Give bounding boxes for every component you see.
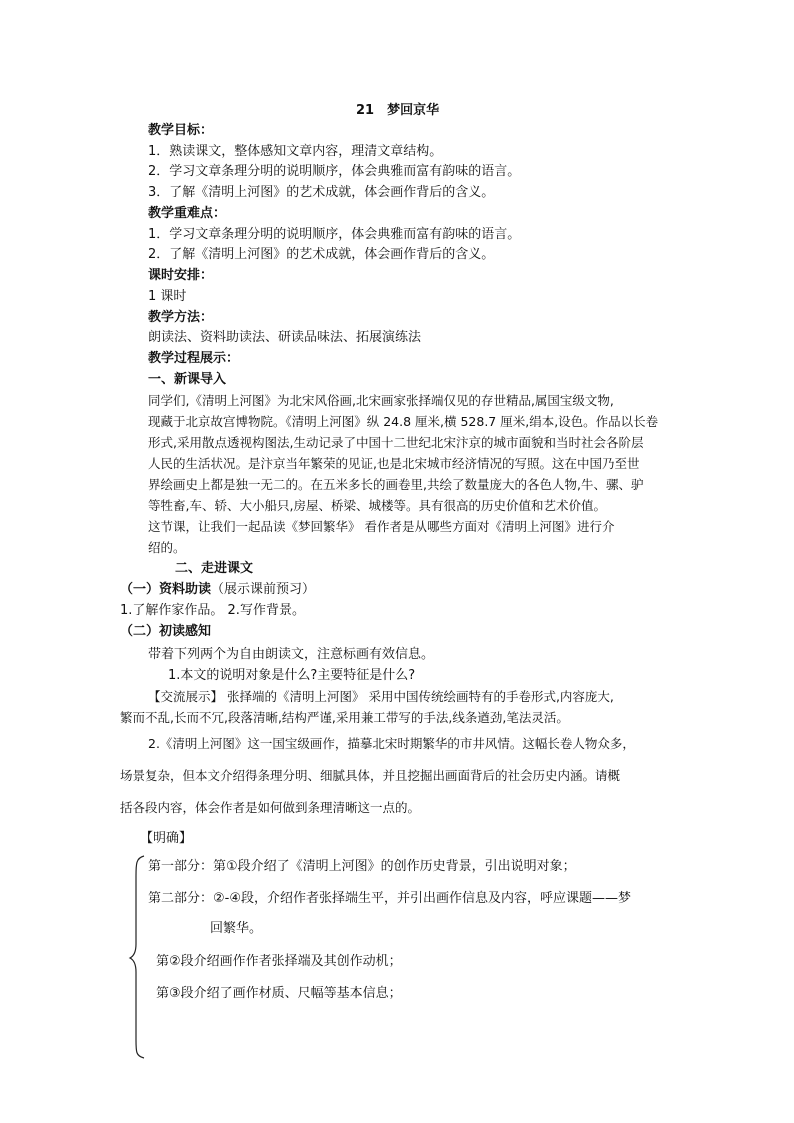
goal-item: 2．学习文章条理分明的说明顺序，体会典雅而富有韵味的语言。 [148,164,521,179]
intro-paragraph-line: 同学们,《清明上河图》为北宋风俗画,北宋画家张择端仅见的存世精品,属国宝级文物, [148,393,614,408]
answer-line: 【交流展示】 张择端的《清明上河图》 采用中国传统绘画特有的手卷形式,内容庞大, [148,689,614,704]
sub1-heading: （一）资料助读 [120,582,212,597]
clarify-part2: 第二部分：②-④段，介绍作者张择端生平，并引出画作信息及内容，呼应课题——梦 [148,891,631,906]
intro-heading: 一、新课导入 [148,372,227,387]
intro-paragraph-line: 现藏于北京故宫博物院。《清明上河图》纵 24.8 厘米,横 528.7 厘米,绢本,设色。作品以长卷 [148,414,659,429]
intro-paragraph-line: 等牲畜,车、轿、大小船只,房屋、桥梁、城楼等。具有很高的历史价值和艺术价值。 [148,498,606,513]
schedule-value: 1 课时 [148,289,187,304]
section2-heading: 二、走进课文 [175,561,254,576]
clarify-label: 【明确】 [140,831,193,846]
answer-line: 繁而不乱,长而不冗,段落清晰,结构严谨,采用兼工带写的手法,线条遒劲,笔法灵活。 [120,710,569,725]
goal-item: 3．了解《清明上河图》的艺术成就，体会画作背后的含义。 [148,185,495,200]
question-2-line: 括各段内容，体会作者是如何做到条理清晰这一点的。 [120,800,421,815]
sub2-heading: （二）初读感知 [120,624,212,639]
sub1-note: （展示课前预习） [211,582,316,597]
clarify-paragraph-2: 第②段介绍画作作者张择端及其创作动机； [156,954,402,969]
intro-paragraph-line: 这节课，让我们一起品读《梦回繁华》 看作者是从哪些方面对《清明上河图》进行介 [148,519,615,534]
goal-item: 1．熟读课文，整体感知文章内容，理清文章结构。 [148,144,443,159]
clarify-part2-cont: 回繁华。 [210,921,263,936]
goals-heading: 教学目标： [148,123,214,138]
methods-heading: 教学方法： [148,310,214,325]
process-heading: 教学过程展示： [148,351,240,366]
methods-value: 朗读法、资料助读法、研读品味法、拓展演练法 [148,330,422,345]
intro-paragraph-line: 界绘画史上都是独一无二的。在五米多长的画卷里,共绘了数量庞大的各色人物,牛、骡、驴 [148,477,644,492]
curly-brace [128,852,148,1062]
question-2-line: 2.《清明上河图》这一国宝级画作，描摹北宋时期繁华的市井风情。这幅长卷人物众多， [148,736,635,751]
sub2-line: 带着下列两个为自由朗读文，注意标画有效信息。 [148,647,435,662]
page-title: 21 梦回京华 [356,103,440,118]
sub1-line [120,580,315,600]
sub1-items: 1.了解作家作品。 2.写作背景。 [120,603,305,618]
schedule-heading: 课时安排： [148,268,214,283]
key-points-heading: 教学重难点： [148,206,227,221]
question-2-line: 场景复杂，但本文介绍得条理分明、细腻具体，并且挖掘出画面背后的社会历史内涵。请概 [120,768,621,783]
clarify-part1: 第一部分：第①段介绍了《清明上河图》的创作历史背景，引出说明对象； [148,859,576,874]
intro-paragraph-line: 人民的生活状况。是汴京当年繁荣的见证,也是北宋城市经济情况的写照。这在中国乃至世 [148,456,640,471]
intro-paragraph-line: 绍的。 [148,540,186,555]
key-point-item: 1．学习文章条理分明的说明顺序，体会典雅而富有韵味的语言。 [148,227,521,242]
key-point-item: 2．了解《清明上河图》的艺术成就，体会画作背后的含义。 [148,247,495,262]
question-1: 1.本文的说明对象是什么?主要特征是什么? [168,668,416,683]
intro-paragraph-line: 形式,采用散点透视构图法,生动记录了中国十二世纪北宋汴京的城市面貌和当时社会各阶层 [148,435,644,450]
clarify-paragraph-3: 第③段介绍了画作材质、尺幅等基本信息； [156,986,402,1001]
